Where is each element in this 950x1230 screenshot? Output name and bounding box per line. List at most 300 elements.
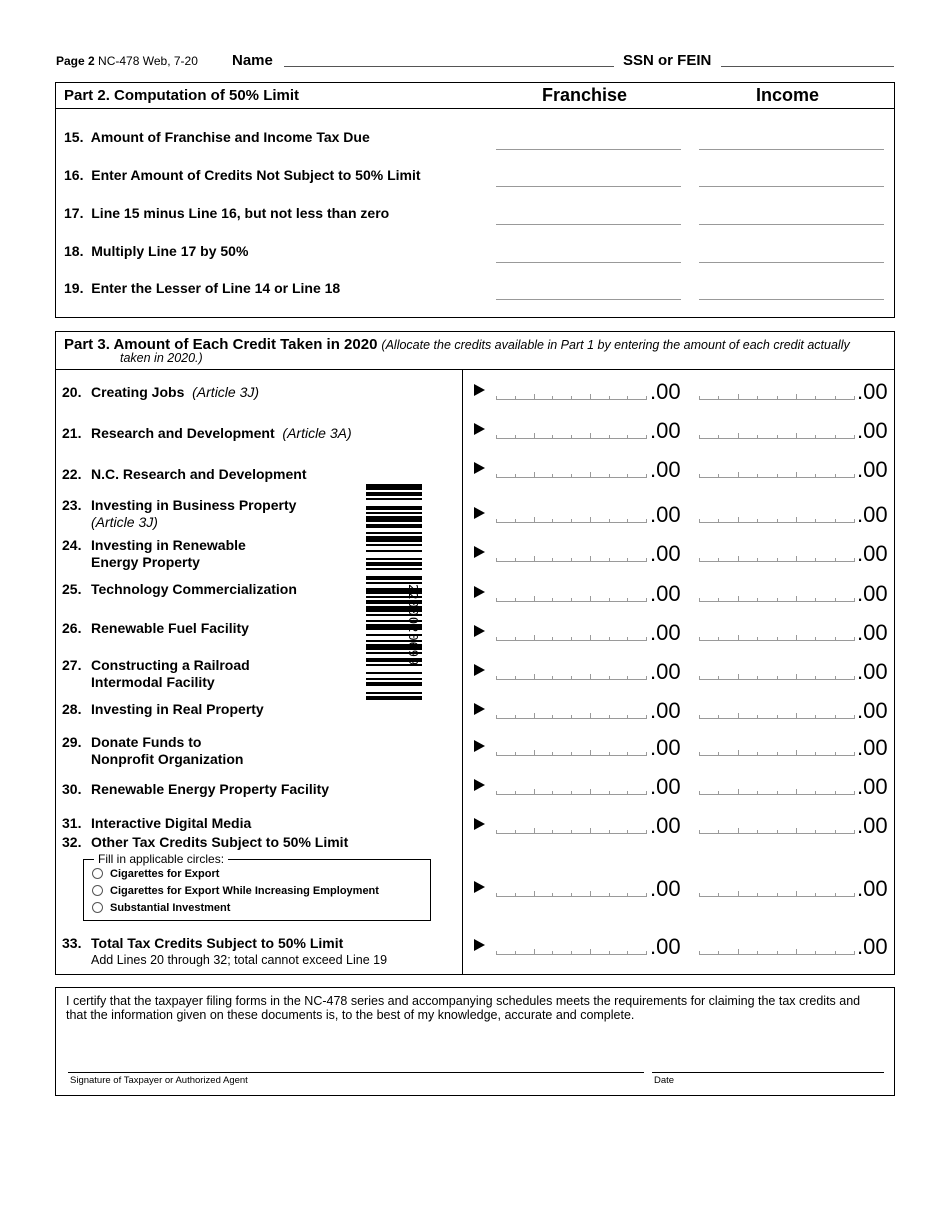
option-label: Substantial Investment xyxy=(110,902,231,914)
digit-tick xyxy=(815,676,816,680)
digit-tick xyxy=(777,519,778,523)
line-subtext: Add Lines 20 through 32; total cannot exceed Line 19 xyxy=(91,953,388,967)
digit-tick xyxy=(515,830,516,834)
line-32-franchise-input[interactable] xyxy=(496,883,646,897)
digit-tick xyxy=(515,435,516,439)
digit-tick xyxy=(552,637,553,641)
line-15-franchise-input[interactable] xyxy=(496,149,681,150)
digit-tick xyxy=(627,715,628,719)
line-32-income-input[interactable] xyxy=(699,883,854,897)
digit-tick xyxy=(815,893,816,897)
digit-tick xyxy=(552,951,553,955)
line-26-label xyxy=(62,620,249,637)
digit-tick xyxy=(646,435,647,439)
income-column-header: Income xyxy=(756,85,820,105)
line-text: Other Tax Credits Subject to 50% Limit xyxy=(91,834,349,850)
line-24-franchise-input[interactable] xyxy=(496,548,646,562)
digit-tick xyxy=(552,474,553,478)
digit-tick xyxy=(796,394,797,400)
line-30-franchise-input[interactable] xyxy=(496,781,646,795)
digit-tick xyxy=(552,396,553,400)
digit-tick xyxy=(571,676,572,680)
franchise-cents: .00 xyxy=(650,774,681,799)
digit-tick xyxy=(590,394,591,400)
digit-tick xyxy=(835,637,836,641)
line-23-franchise-input[interactable] xyxy=(496,509,646,523)
digit-tick xyxy=(571,951,572,955)
digit-tick xyxy=(609,474,610,478)
radio-circle-icon[interactable] xyxy=(92,885,103,896)
cigarettes-export-option[interactable] xyxy=(92,868,219,880)
line-text: Renewable Fuel Facility xyxy=(91,620,249,636)
digit-tick xyxy=(738,394,739,400)
line-text: Total Tax Credits Subject to 50% Limit xyxy=(91,935,344,951)
digit-tick xyxy=(777,791,778,795)
part3-title-text: Part 3. Amount of Each Credit Taken in 2020 xyxy=(64,336,378,353)
digit-tick xyxy=(646,637,647,641)
digit-tick xyxy=(496,893,497,897)
digit-tick xyxy=(796,949,797,955)
digit-tick xyxy=(777,598,778,602)
line-23-label xyxy=(62,497,296,531)
digit-tick xyxy=(552,752,553,756)
digit-tick xyxy=(835,519,836,523)
digit-tick xyxy=(757,474,758,478)
digit-tick xyxy=(777,676,778,680)
digit-tick xyxy=(515,474,516,478)
line-28-income-input[interactable] xyxy=(699,705,854,719)
digit-tick xyxy=(496,435,497,439)
signature-label: Signature of Taxpayer or Authorized Agent xyxy=(70,1075,248,1086)
ssn-input[interactable] xyxy=(721,66,894,67)
digit-tick xyxy=(627,830,628,834)
digit-tick xyxy=(796,517,797,523)
digit-tick xyxy=(609,893,610,897)
line-23-income-input[interactable] xyxy=(699,509,854,523)
income-cents: .00 xyxy=(857,813,888,838)
digit-tick xyxy=(534,556,535,562)
line-25-franchise-input[interactable] xyxy=(496,588,646,602)
line-26-income-input[interactable] xyxy=(699,627,854,641)
barcode-bar xyxy=(366,544,422,546)
arrow-right-icon xyxy=(474,779,485,791)
page-header xyxy=(56,52,896,72)
digit-tick xyxy=(552,598,553,602)
line-33-income-input[interactable] xyxy=(699,941,854,955)
digit-tick xyxy=(718,893,719,897)
line-number: 22. xyxy=(62,466,82,482)
digit-tick xyxy=(646,598,647,602)
arrow-right-icon xyxy=(474,625,485,637)
digit-tick xyxy=(699,951,700,955)
digit-tick xyxy=(835,830,836,834)
barcode-bar xyxy=(366,562,422,566)
digit-tick xyxy=(534,517,535,523)
line-15-label xyxy=(64,129,370,145)
line-19-income-input[interactable] xyxy=(699,299,884,300)
digit-tick xyxy=(699,435,700,439)
digit-tick xyxy=(796,891,797,897)
line-31-franchise-input[interactable] xyxy=(496,820,646,834)
franchise-cents: .00 xyxy=(650,876,681,901)
line-number: 28. xyxy=(62,701,82,717)
digit-tick xyxy=(534,472,535,478)
line-text: Multiply Line 17 by 50% xyxy=(91,243,249,259)
fill-in-circles-box xyxy=(83,852,431,921)
digit-tick xyxy=(835,715,836,719)
barcode-bar xyxy=(366,568,422,570)
digit-tick xyxy=(534,828,535,834)
part2-title: Part 2. Computation of 50% Limit xyxy=(64,87,300,104)
digit-tick xyxy=(609,558,610,562)
digit-tick xyxy=(738,828,739,834)
digit-tick xyxy=(571,558,572,562)
digit-tick xyxy=(854,637,855,641)
digit-tick xyxy=(777,715,778,719)
barcode-bar xyxy=(366,682,422,686)
line-16-income-input[interactable] xyxy=(699,186,884,187)
line-ref: (Article 3J) xyxy=(91,514,158,530)
name-input[interactable] xyxy=(284,66,614,67)
digit-tick xyxy=(534,596,535,602)
line-text-cont: Nonprofit Organization xyxy=(91,751,244,767)
digit-tick xyxy=(757,676,758,680)
line-17-income-input[interactable] xyxy=(699,224,884,225)
digit-tick xyxy=(718,396,719,400)
digit-tick xyxy=(571,435,572,439)
line-text: Investing in Renewable xyxy=(91,537,246,553)
digit-tick xyxy=(738,556,739,562)
arrow-right-icon xyxy=(474,586,485,598)
digit-tick xyxy=(515,715,516,719)
digit-tick xyxy=(854,676,855,680)
line-22-franchise-input[interactable] xyxy=(496,464,646,478)
digit-tick xyxy=(699,558,700,562)
signature-input[interactable] xyxy=(68,1072,644,1073)
line-text-cont: Intermodal Facility xyxy=(91,674,215,690)
franchise-cents: .00 xyxy=(650,735,681,760)
barcode-bar xyxy=(366,672,422,674)
digit-tick xyxy=(835,558,836,562)
digit-tick xyxy=(496,598,497,602)
line-27-label xyxy=(62,657,250,691)
line-26-franchise-input[interactable] xyxy=(496,627,646,641)
digit-tick xyxy=(571,396,572,400)
income-cents: .00 xyxy=(857,659,888,684)
digit-tick xyxy=(835,752,836,756)
digit-tick xyxy=(796,596,797,602)
barcode-bar xyxy=(366,484,422,490)
part3-section xyxy=(55,331,895,975)
line-number: 26. xyxy=(62,620,82,636)
digit-tick xyxy=(590,828,591,834)
digit-tick xyxy=(796,556,797,562)
arrow-right-icon xyxy=(474,507,485,519)
line-25-income-input[interactable] xyxy=(699,588,854,602)
digit-tick xyxy=(515,558,516,562)
digit-tick xyxy=(590,891,591,897)
line-17-label xyxy=(64,205,389,221)
barcode-bar xyxy=(366,550,422,552)
digit-tick xyxy=(496,558,497,562)
line-31-income-input[interactable] xyxy=(699,820,854,834)
digit-tick xyxy=(571,598,572,602)
digit-tick xyxy=(590,789,591,795)
line-18-label xyxy=(64,243,248,259)
digit-tick xyxy=(757,752,758,756)
line-text: Renewable Energy Property Facility xyxy=(91,781,330,797)
digit-tick xyxy=(515,791,516,795)
barcode-bar xyxy=(366,558,422,560)
line-22-label xyxy=(62,466,307,483)
arrow-right-icon xyxy=(474,423,485,435)
digit-tick xyxy=(835,676,836,680)
digit-tick xyxy=(757,893,758,897)
barcode-number: 2200020699 xyxy=(406,584,420,667)
line-text-cont: Energy Property xyxy=(91,554,200,570)
line-28-franchise-input[interactable] xyxy=(496,705,646,719)
line-33-label xyxy=(62,935,387,969)
line-20-income-input[interactable] xyxy=(699,386,854,400)
digit-tick xyxy=(699,715,700,719)
line-27-franchise-input[interactable] xyxy=(496,666,646,680)
digit-tick xyxy=(757,637,758,641)
line-number: 24. xyxy=(62,537,82,553)
franchise-cents: .00 xyxy=(650,457,681,482)
digit-tick xyxy=(854,830,855,834)
barcode-bar xyxy=(366,512,422,514)
digit-tick xyxy=(627,637,628,641)
digit-tick xyxy=(627,752,628,756)
line-text: Technology Commercialization xyxy=(91,581,297,597)
income-cents: .00 xyxy=(857,934,888,959)
line-16-label xyxy=(64,167,421,183)
line-18-franchise-input[interactable] xyxy=(496,262,681,263)
digit-tick xyxy=(796,674,797,680)
line-text: N.C. Research and Development xyxy=(91,466,307,482)
arrow-right-icon xyxy=(474,818,485,830)
line-ref: (Article 3J) xyxy=(192,384,260,400)
part3-header xyxy=(56,332,894,370)
digit-tick xyxy=(609,752,610,756)
digit-tick xyxy=(609,830,610,834)
digit-tick xyxy=(646,676,647,680)
digit-tick xyxy=(738,674,739,680)
income-cents: .00 xyxy=(857,774,888,799)
name-label: Name xyxy=(232,52,273,69)
digit-tick xyxy=(718,598,719,602)
digit-tick xyxy=(777,435,778,439)
line-17-franchise-input[interactable] xyxy=(496,224,681,225)
ssn-label: SSN or FEIN xyxy=(623,52,712,69)
digit-tick xyxy=(590,750,591,756)
digit-tick xyxy=(534,891,535,897)
date-label: Date xyxy=(654,1075,675,1086)
arrow-right-icon xyxy=(474,462,485,474)
radio-circle-icon[interactable] xyxy=(92,902,103,913)
line-number: 27. xyxy=(62,657,82,673)
digit-tick xyxy=(835,791,836,795)
digit-tick xyxy=(534,674,535,680)
line-30-label xyxy=(62,781,329,798)
digit-tick xyxy=(777,637,778,641)
line-text: Constructing a Railroad xyxy=(91,657,250,673)
digit-tick xyxy=(646,396,647,400)
line-number: 17. xyxy=(64,205,84,221)
digit-tick xyxy=(552,791,553,795)
line-29-franchise-input[interactable] xyxy=(496,742,646,756)
line-21-franchise-input[interactable] xyxy=(496,425,646,439)
line-27-income-input[interactable] xyxy=(699,666,854,680)
digit-tick xyxy=(627,676,628,680)
digit-tick xyxy=(757,519,758,523)
digit-tick xyxy=(815,396,816,400)
income-cents: .00 xyxy=(857,379,888,404)
digit-tick xyxy=(815,830,816,834)
digit-tick xyxy=(699,519,700,523)
digit-tick xyxy=(646,519,647,523)
digit-tick xyxy=(646,830,647,834)
digit-tick xyxy=(515,893,516,897)
line-16-franchise-input[interactable] xyxy=(496,186,681,187)
digit-tick xyxy=(571,791,572,795)
digit-tick xyxy=(815,637,816,641)
digit-tick xyxy=(534,789,535,795)
barcode-bar xyxy=(366,692,422,694)
barcode-bar xyxy=(366,506,422,510)
digit-tick xyxy=(646,474,647,478)
digit-tick xyxy=(835,474,836,478)
digit-tick xyxy=(699,396,700,400)
substantial-investment-option[interactable] xyxy=(92,902,230,914)
digit-tick xyxy=(738,517,739,523)
barcode-bar xyxy=(366,524,422,528)
digit-tick xyxy=(515,396,516,400)
date-input[interactable] xyxy=(652,1072,884,1073)
franchise-cents: .00 xyxy=(650,659,681,684)
arrow-right-icon xyxy=(474,939,485,951)
digit-tick xyxy=(738,635,739,641)
digit-tick xyxy=(699,830,700,834)
digit-tick xyxy=(496,752,497,756)
digit-tick xyxy=(552,715,553,719)
digit-tick xyxy=(777,951,778,955)
digit-tick xyxy=(609,715,610,719)
digit-tick xyxy=(496,830,497,834)
digit-tick xyxy=(496,951,497,955)
fill-in-legend: Fill in applicable circles: xyxy=(94,852,228,866)
digit-tick xyxy=(738,949,739,955)
digit-tick xyxy=(496,519,497,523)
line-number: 25. xyxy=(62,581,82,597)
digit-tick xyxy=(757,598,758,602)
option-label: Cigarettes for Export xyxy=(110,868,220,880)
digit-tick xyxy=(777,474,778,478)
barcode-bar xyxy=(366,576,422,580)
form-id: NC-478 Web, 7-20 xyxy=(98,54,198,68)
arrow-right-icon xyxy=(474,546,485,558)
digit-tick xyxy=(627,893,628,897)
line-number: 19. xyxy=(64,280,84,296)
digit-tick xyxy=(718,676,719,680)
barcode-bar xyxy=(366,532,422,534)
income-cents: .00 xyxy=(857,581,888,606)
line-22-income-input[interactable] xyxy=(699,464,854,478)
digit-tick xyxy=(738,596,739,602)
line-ref: (Article 3A) xyxy=(282,425,352,441)
line-25-label xyxy=(62,581,297,598)
radio-circle-icon[interactable] xyxy=(92,868,103,879)
digit-tick xyxy=(815,791,816,795)
digit-tick xyxy=(590,713,591,719)
digit-tick xyxy=(496,474,497,478)
digit-tick xyxy=(571,519,572,523)
page-label: Page 2 xyxy=(56,54,95,68)
line-18-income-input[interactable] xyxy=(699,262,884,263)
digit-tick xyxy=(534,394,535,400)
digit-tick xyxy=(627,396,628,400)
line-24-income-input[interactable] xyxy=(699,548,854,562)
line-24-label xyxy=(62,537,246,571)
arrow-right-icon xyxy=(474,740,485,752)
line-20-franchise-input[interactable] xyxy=(496,386,646,400)
digit-tick xyxy=(609,637,610,641)
barcode-bar xyxy=(366,516,422,522)
line-21-income-input[interactable] xyxy=(699,425,854,439)
digit-tick xyxy=(796,472,797,478)
digit-tick xyxy=(796,635,797,641)
line-32-label xyxy=(62,834,348,851)
line-number: 31. xyxy=(62,815,82,831)
line-text: Investing in Real Property xyxy=(91,701,264,717)
line-number: 20. xyxy=(62,384,82,400)
digit-tick xyxy=(552,893,553,897)
digit-tick xyxy=(590,596,591,602)
digit-tick xyxy=(496,715,497,719)
line-number: 15. xyxy=(64,129,84,145)
line-19-franchise-input[interactable] xyxy=(496,299,681,300)
digit-tick xyxy=(854,519,855,523)
digit-tick xyxy=(854,752,855,756)
line-29-income-input[interactable] xyxy=(699,742,854,756)
line-15-income-input[interactable] xyxy=(699,149,884,150)
digit-tick xyxy=(777,830,778,834)
digit-tick xyxy=(627,435,628,439)
digit-tick xyxy=(515,519,516,523)
digit-tick xyxy=(854,893,855,897)
franchise-cents: .00 xyxy=(650,620,681,645)
digit-tick xyxy=(757,435,758,439)
line-text: Interactive Digital Media xyxy=(91,815,252,831)
line-30-income-input[interactable] xyxy=(699,781,854,795)
digit-tick xyxy=(718,474,719,478)
line-number: 32. xyxy=(62,834,82,850)
digit-tick xyxy=(835,951,836,955)
cigarettes-export-employment-option[interactable] xyxy=(92,885,379,897)
digit-tick xyxy=(646,715,647,719)
digit-tick xyxy=(534,433,535,439)
line-33-franchise-input[interactable] xyxy=(496,941,646,955)
digit-tick xyxy=(552,558,553,562)
digit-tick xyxy=(699,893,700,897)
line-text: Amount of Franchise and Income Tax Due xyxy=(90,129,370,145)
digit-tick xyxy=(627,474,628,478)
digit-tick xyxy=(496,676,497,680)
digit-tick xyxy=(757,791,758,795)
part3-note: (Allocate the credits available in Part 1 by entering the amount of each credit actually xyxy=(381,338,850,352)
digit-tick xyxy=(718,830,719,834)
option-label: Cigarettes for Export While Increasing Employment xyxy=(110,885,379,897)
